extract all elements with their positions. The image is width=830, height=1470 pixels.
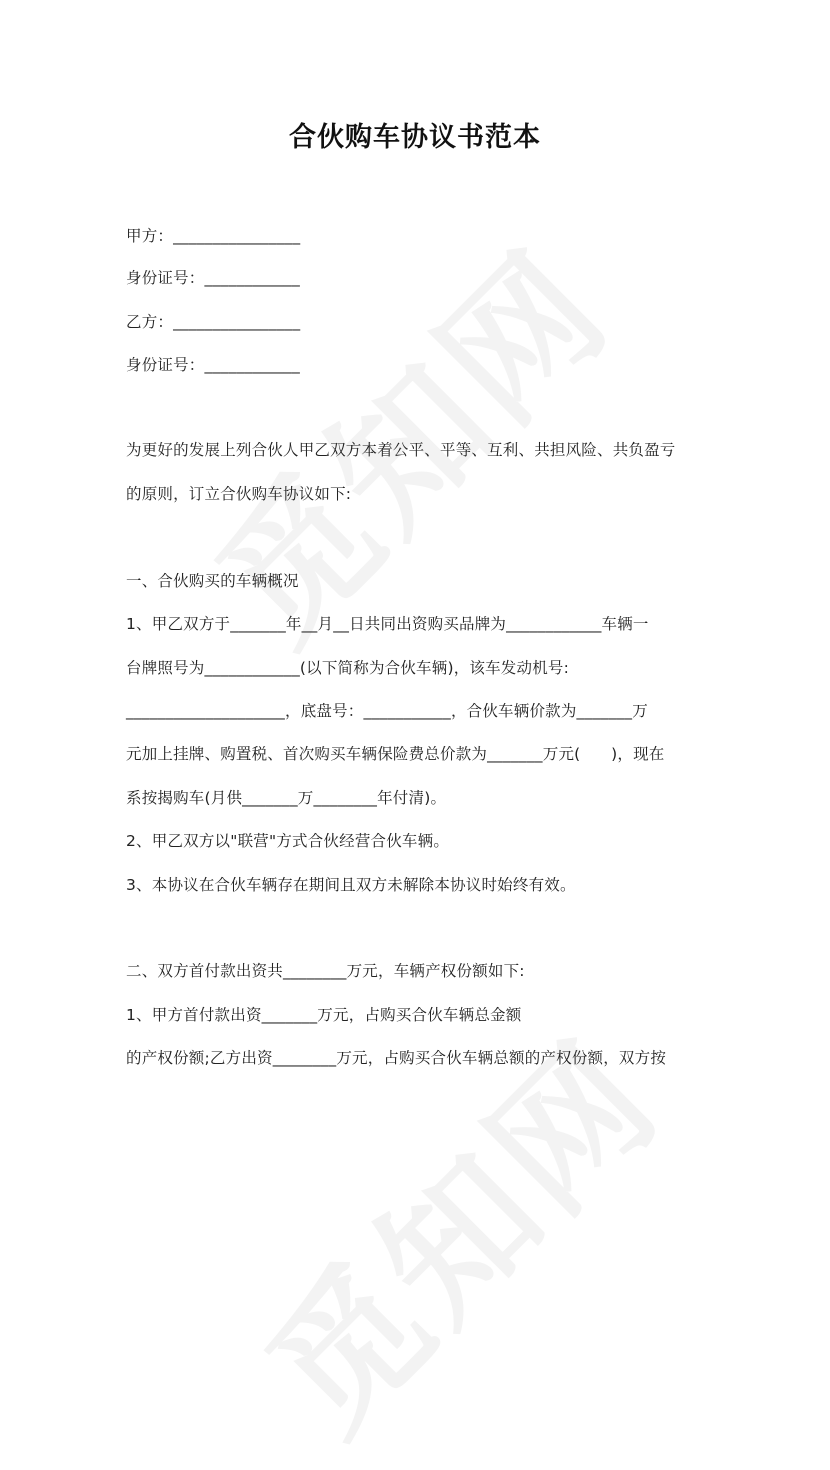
section-1-heading: 一、合伙购买的车辆概况	[126, 572, 299, 590]
party-b-id-label: 身份证号：	[126, 356, 205, 374]
party-b-id-line	[126, 355, 300, 375]
party-a-id-label: 身份证号：	[126, 269, 205, 287]
section-1-line: 台牌照号为____________(以下简称为合伙车辆)，该车发动机号:	[126, 659, 570, 677]
section-1-line: 系按揭购车(月供_______万________年付清)。	[126, 789, 447, 807]
party-b-label: 乙方：	[126, 313, 174, 331]
section-1-line: 2、甲乙双方以"联营"方式合伙经营合伙车辆。	[126, 832, 450, 850]
section-2-line: 1、甲方首付款出资_______万元，占购买合伙车辆总金额	[126, 1006, 522, 1024]
section-1-line: ____________________，底盘号：___________，合伙车辆价款为_______万	[126, 702, 648, 720]
party-a-line	[126, 226, 300, 246]
section-2-line: 的产权份额;乙方出资________万元，占购买合伙车辆总额的产权份额，双方按	[126, 1049, 667, 1067]
party-a-id-line	[126, 268, 300, 288]
party-a-label: 甲方：	[126, 227, 174, 245]
party-a-blank: ________________	[173, 227, 301, 245]
party-b-line	[126, 312, 300, 332]
party-a-id-blank: ____________	[204, 269, 300, 287]
party-b-blank: ________________	[173, 313, 301, 331]
section-1-line: 1、甲乙双方于_______年__月__日共同出资购买品牌为____________车辆一	[126, 615, 649, 633]
section-1-line: 元加上挂牌、购置税、首次购买车辆保险费总价款为_______万元( )，现在	[126, 745, 665, 763]
preamble-line-1: 为更好的发展上列合伙人甲乙双方本着公平、平等、互利、共担风险、共负盈亏	[126, 441, 676, 459]
document-title: 合伙购车协议书范本	[289, 122, 541, 153]
preamble-line-2: 的原则，订立合伙购车协议如下:	[126, 485, 352, 503]
section-1-line: 3、本协议在合伙车辆存在期间且双方未解除本协议时始终有效。	[126, 876, 576, 894]
section-2-heading: 二、双方首付款出资共________万元，车辆产权份额如下:	[126, 962, 525, 980]
party-b-id-blank: ____________	[204, 356, 300, 374]
